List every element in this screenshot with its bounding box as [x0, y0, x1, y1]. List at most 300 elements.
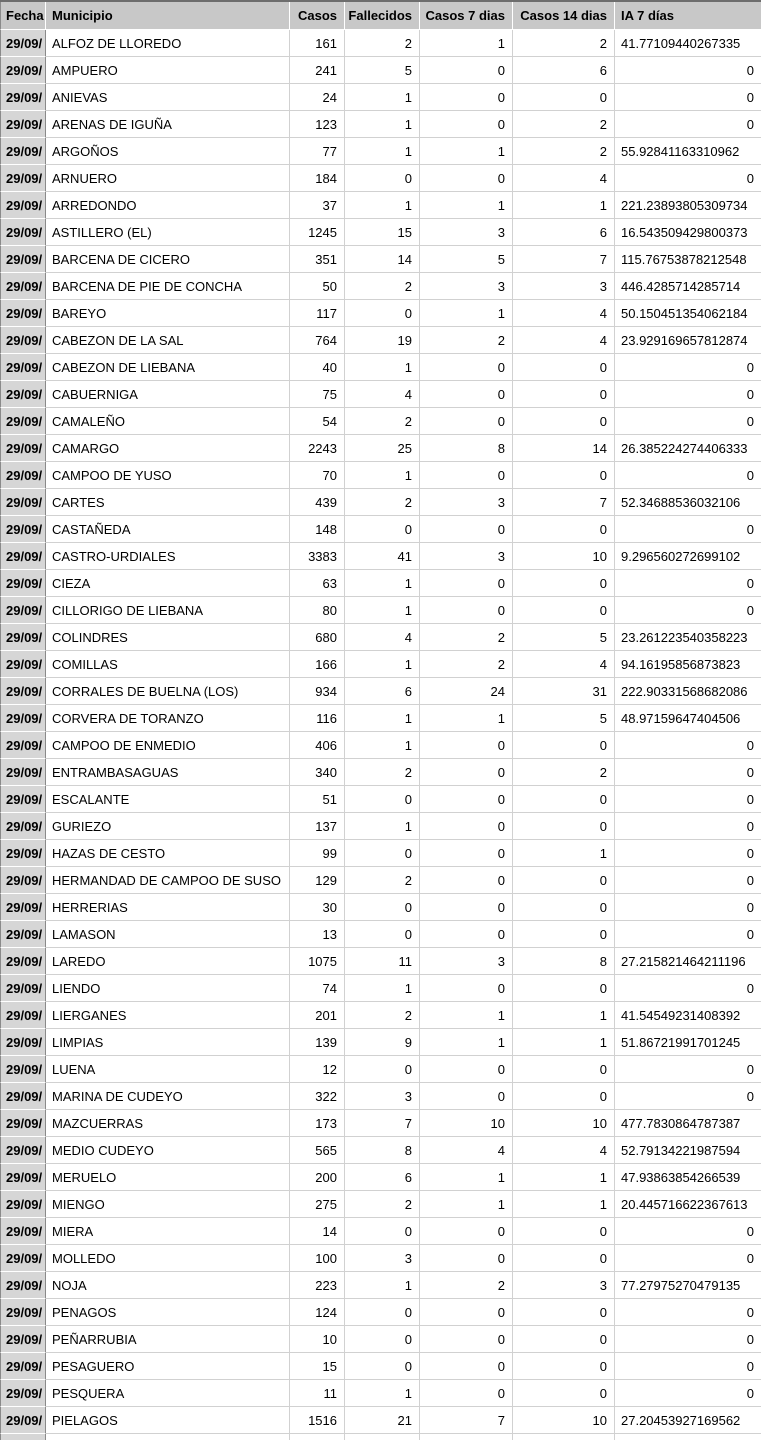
cell-casos7: 0: [420, 165, 513, 192]
cell-ia7: 47.93863854266539: [615, 1164, 761, 1191]
cell-casos: [290, 1434, 345, 1440]
cell-casos14: 2: [513, 759, 615, 786]
cell-ia7: 222.90331568682086: [615, 678, 761, 705]
cell-casos14: 5: [513, 705, 615, 732]
cell-casos: 77: [290, 138, 345, 165]
cell-fallecidos: 15: [345, 219, 420, 246]
cell-casos14: 0: [513, 786, 615, 813]
cell-fallecidos: 0: [345, 1218, 420, 1245]
cell-casos7: 0: [420, 111, 513, 138]
cell-fecha: [0, 1434, 46, 1440]
cell-casos7: 1: [420, 300, 513, 327]
cell-fecha: 29/09/: [0, 624, 46, 651]
cell-casos7: 0: [420, 381, 513, 408]
cell-casos7: 0: [420, 1380, 513, 1407]
cell-casos14: 1: [513, 192, 615, 219]
cell-municipio: CORVERA DE TORANZO: [46, 705, 290, 732]
cell-fecha: 29/09/: [0, 921, 46, 948]
cell-casos: 139: [290, 1029, 345, 1056]
cell-ia7: 0: [615, 1218, 761, 1245]
cell-casos7: 3: [420, 543, 513, 570]
cell-ia7: 0: [615, 786, 761, 813]
cell-ia7: 55.92841163310962: [615, 138, 761, 165]
cell-municipio: CAMPOO DE ENMEDIO: [46, 732, 290, 759]
cell-casos: 123: [290, 111, 345, 138]
cell-fecha: 29/09/: [0, 30, 46, 57]
cell-ia7: 0: [615, 84, 761, 111]
cell-casos: 129: [290, 867, 345, 894]
cell-fecha: 29/09/: [0, 597, 46, 624]
cell-fecha: 29/09/: [0, 1380, 46, 1407]
cell-casos7: 0: [420, 732, 513, 759]
column-header-municipio: Municipio: [46, 2, 290, 30]
cell-fecha: 29/09/: [0, 111, 46, 138]
column-header-casos14: Casos 14 dias: [513, 2, 615, 30]
cell-casos14: 0: [513, 408, 615, 435]
cell-casos: 764: [290, 327, 345, 354]
cell-ia7: 52.79134221987594: [615, 1137, 761, 1164]
cell-fecha: 29/09/: [0, 948, 46, 975]
cell-casos14: 2: [513, 30, 615, 57]
cell-casos14: 0: [513, 1326, 615, 1353]
cell-municipio: MIENGO: [46, 1191, 290, 1218]
cell-casos7: 0: [420, 840, 513, 867]
cell-fecha: 29/09/: [0, 1326, 46, 1353]
cell-fallecidos: 6: [345, 678, 420, 705]
cell-casos7: 1: [420, 1002, 513, 1029]
table-row: [0, 354, 761, 381]
cell-fecha: 29/09/: [0, 1164, 46, 1191]
header-row: [0, 2, 761, 30]
cell-municipio: AMPUERO: [46, 57, 290, 84]
cell-casos: 100: [290, 1245, 345, 1272]
cell-municipio: PENAGOS: [46, 1299, 290, 1326]
cell-fecha: 29/09/: [0, 975, 46, 1002]
cell-fallecidos: 2: [345, 30, 420, 57]
cell-casos14: 1: [513, 1029, 615, 1056]
cell-casos14: 0: [513, 516, 615, 543]
cell-fecha: 29/09/: [0, 813, 46, 840]
cell-ia7: 94.16195856873823: [615, 651, 761, 678]
cell-ia7: 0: [615, 462, 761, 489]
cell-fecha: 29/09/: [0, 435, 46, 462]
cell-casos7: 0: [420, 813, 513, 840]
table-row: [0, 516, 761, 543]
cell-fecha: 29/09/: [0, 354, 46, 381]
cell-municipio: PESAGUERO: [46, 1353, 290, 1380]
table-row: [0, 597, 761, 624]
cell-casos7: 0: [420, 921, 513, 948]
cell-casos14: 2: [513, 138, 615, 165]
cell-casos14: 0: [513, 894, 615, 921]
table-row: [0, 1029, 761, 1056]
cell-fallecidos: 19: [345, 327, 420, 354]
table-row: [0, 300, 761, 327]
cell-casos: 11: [290, 1380, 345, 1407]
cell-fecha: 29/09/: [0, 1245, 46, 1272]
cell-casos: 51: [290, 786, 345, 813]
cell-casos: 1245: [290, 219, 345, 246]
cell-casos7: 3: [420, 219, 513, 246]
table-row: [0, 921, 761, 948]
table-row: [0, 759, 761, 786]
table-row: [0, 1380, 761, 1407]
cell-casos: 13: [290, 921, 345, 948]
cell-ia7: 0: [615, 1380, 761, 1407]
cell-fallecidos: 1: [345, 1272, 420, 1299]
cell-fecha: 29/09/: [0, 651, 46, 678]
cell-municipio: ARENAS DE IGUÑA: [46, 111, 290, 138]
cell-fecha: 29/09/: [0, 732, 46, 759]
cell-fallecidos: 0: [345, 840, 420, 867]
table-row: [0, 1164, 761, 1191]
cell-fecha: 29/09/: [0, 894, 46, 921]
cell-casos7: 1: [420, 1164, 513, 1191]
cell-ia7: 23.929169657812874: [615, 327, 761, 354]
cell-ia7: 115.76753878212548: [615, 246, 761, 273]
cell-casos7: 0: [420, 1218, 513, 1245]
cell-fallecidos: 4: [345, 381, 420, 408]
cell-casos: 241: [290, 57, 345, 84]
cell-ia7: 0: [615, 975, 761, 1002]
cell-municipio: CIEZA: [46, 570, 290, 597]
cell-fallecidos: 3: [345, 1083, 420, 1110]
cell-casos7: 3: [420, 489, 513, 516]
cell-casos7: 8: [420, 435, 513, 462]
cell-casos7: 0: [420, 1299, 513, 1326]
cell-fecha: 29/09/: [0, 1299, 46, 1326]
cell-fallecidos: 2: [345, 759, 420, 786]
cell-casos14: 10: [513, 543, 615, 570]
table-row: [0, 1407, 761, 1434]
cell-ia7: 0: [615, 894, 761, 921]
cell-casos14: 4: [513, 165, 615, 192]
table-row: [0, 1137, 761, 1164]
cell-casos14: 0: [513, 354, 615, 381]
cell-casos14: 31: [513, 678, 615, 705]
table-row: [0, 408, 761, 435]
cell-fallecidos: 1: [345, 354, 420, 381]
cell-ia7: 0: [615, 570, 761, 597]
cell-fallecidos: 2: [345, 408, 420, 435]
cell-ia7: 0: [615, 759, 761, 786]
cell-casos: 680: [290, 624, 345, 651]
cell-casos14: 0: [513, 867, 615, 894]
table-row: [0, 786, 761, 813]
cell-municipio: MOLLEDO: [46, 1245, 290, 1272]
cell-casos: 565: [290, 1137, 345, 1164]
cell-casos7: 3: [420, 273, 513, 300]
cell-municipio: HERMANDAD DE CAMPOO DE SUSO: [46, 867, 290, 894]
cell-fallecidos: 0: [345, 894, 420, 921]
cell-casos7: 2: [420, 327, 513, 354]
cell-casos7: 0: [420, 570, 513, 597]
cell-casos7: 4: [420, 1137, 513, 1164]
cell-casos7: 0: [420, 975, 513, 1002]
cell-fecha: 29/09/: [0, 138, 46, 165]
cell-casos14: 2: [513, 111, 615, 138]
cell-ia7: 0: [615, 1245, 761, 1272]
cell-casos14: 0: [513, 975, 615, 1002]
table-row: [0, 651, 761, 678]
cell-fallecidos: 1: [345, 651, 420, 678]
cell-casos: 74: [290, 975, 345, 1002]
table-row: [0, 1056, 761, 1083]
table-row: [0, 1245, 761, 1272]
cell-municipio: ARREDONDO: [46, 192, 290, 219]
cell-fecha: 29/09/: [0, 1137, 46, 1164]
cell-casos7: 1: [420, 30, 513, 57]
cell-fecha: 29/09/: [0, 408, 46, 435]
cell-fallecidos: 1: [345, 570, 420, 597]
cell-casos: 70: [290, 462, 345, 489]
cell-casos: 54: [290, 408, 345, 435]
cell-fecha: 29/09/: [0, 1218, 46, 1245]
cell-municipio: ARNUERO: [46, 165, 290, 192]
cell-casos14: 0: [513, 1056, 615, 1083]
cell-municipio: ANIEVAS: [46, 84, 290, 111]
cell-casos14: 4: [513, 327, 615, 354]
cell-municipio: BARCENA DE PIE DE CONCHA: [46, 273, 290, 300]
cell-ia7: 9.296560272699102: [615, 543, 761, 570]
cell-casos: 15: [290, 1353, 345, 1380]
cell-municipio: ENTRAMBASAGUAS: [46, 759, 290, 786]
cell-fallecidos: 5: [345, 57, 420, 84]
cell-fallecidos: 4: [345, 624, 420, 651]
cell-fecha: 29/09/: [0, 1191, 46, 1218]
table-row: [0, 1002, 761, 1029]
table-row: [0, 624, 761, 651]
cell-ia7: 16.543509429800373: [615, 219, 761, 246]
table-row: [0, 246, 761, 273]
cell-fecha: 29/09/: [0, 57, 46, 84]
cell-fecha: 29/09/: [0, 489, 46, 516]
cell-fecha: 29/09/: [0, 327, 46, 354]
cell-fecha: 29/09/: [0, 570, 46, 597]
cell-fallecidos: 0: [345, 516, 420, 543]
cell-casos7: 0: [420, 57, 513, 84]
cell-fallecidos: 0: [345, 1299, 420, 1326]
cell-municipio: BAREYO: [46, 300, 290, 327]
cell-municipio: COLINDRES: [46, 624, 290, 651]
table-row: [0, 57, 761, 84]
cell-casos7: 1: [420, 1191, 513, 1218]
cell-casos14: 4: [513, 651, 615, 678]
cell-casos: 322: [290, 1083, 345, 1110]
table-row: [0, 165, 761, 192]
cell-fallecidos: 2: [345, 1002, 420, 1029]
cell-casos14: 0: [513, 1299, 615, 1326]
cell-ia7: 0: [615, 111, 761, 138]
cell-casos7: 3: [420, 948, 513, 975]
cell-casos7: 0: [420, 354, 513, 381]
table-row-partial: [0, 1434, 761, 1440]
table-row: [0, 111, 761, 138]
cell-casos14: 0: [513, 732, 615, 759]
cell-casos: 351: [290, 246, 345, 273]
cell-ia7: 77.27975270479135: [615, 1272, 761, 1299]
cell-casos7: 0: [420, 1056, 513, 1083]
cell-casos: 439: [290, 489, 345, 516]
cell-fecha: 29/09/: [0, 1083, 46, 1110]
cell-casos7: 0: [420, 1083, 513, 1110]
table-row: [0, 813, 761, 840]
cell-fallecidos: 1: [345, 813, 420, 840]
cell-casos: 201: [290, 1002, 345, 1029]
column-header-casos7: Casos 7 dias: [420, 2, 513, 30]
cell-municipio: CARTES: [46, 489, 290, 516]
cell-municipio: ESCALANTE: [46, 786, 290, 813]
table-row: [0, 1326, 761, 1353]
cell-fecha: 29/09/: [0, 165, 46, 192]
cell-municipio: LIERGANES: [46, 1002, 290, 1029]
cell-casos: 12: [290, 1056, 345, 1083]
cell-fallecidos: 1: [345, 111, 420, 138]
cell-casos14: 3: [513, 1272, 615, 1299]
cell-fallecidos: 1: [345, 462, 420, 489]
cell-fallecidos: 25: [345, 435, 420, 462]
cell-casos7: [420, 1434, 513, 1440]
cell-fallecidos: 1: [345, 138, 420, 165]
cell-municipio: MERUELO: [46, 1164, 290, 1191]
cell-municipio: LUENA: [46, 1056, 290, 1083]
cell-casos: 50: [290, 273, 345, 300]
cell-casos: 3383: [290, 543, 345, 570]
cell-fallecidos: 9: [345, 1029, 420, 1056]
table-row: [0, 435, 761, 462]
cell-ia7: 0: [615, 921, 761, 948]
cell-municipio: CAMALEÑO: [46, 408, 290, 435]
cell-municipio: HAZAS DE CESTO: [46, 840, 290, 867]
cell-municipio: CABUERNIGA: [46, 381, 290, 408]
cell-municipio: PEÑARRUBIA: [46, 1326, 290, 1353]
cell-fecha: 29/09/: [0, 1056, 46, 1083]
cell-ia7: 27.215821464211196: [615, 948, 761, 975]
table-row: [0, 678, 761, 705]
cell-fallecidos: 0: [345, 1056, 420, 1083]
cell-fallecidos: 1: [345, 732, 420, 759]
table-row: [0, 327, 761, 354]
cell-casos: 124: [290, 1299, 345, 1326]
cell-casos14: 10: [513, 1407, 615, 1434]
cell-casos14: 0: [513, 381, 615, 408]
cell-casos7: 0: [420, 1245, 513, 1272]
cell-ia7: 0: [615, 597, 761, 624]
cell-fallecidos: 41: [345, 543, 420, 570]
cell-ia7: 20.445716622367613: [615, 1191, 761, 1218]
cell-ia7: 41.77109440267335: [615, 30, 761, 57]
cell-municipio: LAMASON: [46, 921, 290, 948]
cell-ia7: 446.4285714285714: [615, 273, 761, 300]
cell-fallecidos: 2: [345, 489, 420, 516]
cell-casos14: 0: [513, 921, 615, 948]
cell-ia7: 477.7830864787387: [615, 1110, 761, 1137]
table-row: [0, 1191, 761, 1218]
cell-casos7: 1: [420, 138, 513, 165]
table-row: [0, 1299, 761, 1326]
cell-municipio: CAMPOO DE YUSO: [46, 462, 290, 489]
cell-fallecidos: 1: [345, 192, 420, 219]
table-row: [0, 1353, 761, 1380]
cell-fecha: 29/09/: [0, 300, 46, 327]
cell-municipio: LIMPIAS: [46, 1029, 290, 1056]
cell-casos14: 6: [513, 57, 615, 84]
cell-municipio: MAZCUERRAS: [46, 1110, 290, 1137]
cell-fecha: 29/09/: [0, 1002, 46, 1029]
cell-ia7: 221.23893805309734: [615, 192, 761, 219]
cell-fallecidos: 2: [345, 867, 420, 894]
table-row: [0, 462, 761, 489]
cell-fallecidos: 11: [345, 948, 420, 975]
table-row: [0, 1110, 761, 1137]
cell-casos: 14: [290, 1218, 345, 1245]
cell-ia7: 0: [615, 867, 761, 894]
cell-municipio: CILLORIGO DE LIEBANA: [46, 597, 290, 624]
cell-casos14: 7: [513, 489, 615, 516]
cell-casos: 223: [290, 1272, 345, 1299]
cell-ia7: 0: [615, 1056, 761, 1083]
cell-casos: 340: [290, 759, 345, 786]
column-header-fallecidos: Fallecidos: [345, 2, 420, 30]
cell-casos14: 1: [513, 1002, 615, 1029]
cell-fallecidos: 0: [345, 921, 420, 948]
cell-casos7: 0: [420, 786, 513, 813]
cell-fallecidos: 8: [345, 1137, 420, 1164]
cell-fallecidos: 0: [345, 165, 420, 192]
cell-fallecidos: 1: [345, 84, 420, 111]
cell-casos: 1075: [290, 948, 345, 975]
cell-casos7: 0: [420, 867, 513, 894]
cell-casos: 200: [290, 1164, 345, 1191]
cell-municipio: CAMARGO: [46, 435, 290, 462]
cell-fallecidos: 0: [345, 300, 420, 327]
cell-casos7: 1: [420, 705, 513, 732]
cell-casos7: 2: [420, 651, 513, 678]
cell-fecha: 29/09/: [0, 84, 46, 111]
cell-casos7: 0: [420, 462, 513, 489]
cell-municipio: CASTRO-URDIALES: [46, 543, 290, 570]
cell-casos: 2243: [290, 435, 345, 462]
column-header-ia7: IA 7 días: [615, 2, 761, 30]
cell-casos: 184: [290, 165, 345, 192]
cell-fecha: 29/09/: [0, 1353, 46, 1380]
cell-fecha: 29/09/: [0, 705, 46, 732]
table-header: [0, 2, 761, 30]
cell-ia7: 0: [615, 840, 761, 867]
cell-casos: 99: [290, 840, 345, 867]
cell-municipio: GURIEZO: [46, 813, 290, 840]
cell-municipio: ALFOZ DE LLOREDO: [46, 30, 290, 57]
cell-fallecidos: 2: [345, 273, 420, 300]
cell-ia7: 48.97159647404506: [615, 705, 761, 732]
cell-casos: 63: [290, 570, 345, 597]
cell-casos14: 0: [513, 1083, 615, 1110]
cell-casos7: 0: [420, 84, 513, 111]
table-row: [0, 381, 761, 408]
cell-ia7: 0: [615, 57, 761, 84]
cell-municipio: MIERA: [46, 1218, 290, 1245]
cell-ia7: 0: [615, 516, 761, 543]
cell-fecha: 29/09/: [0, 678, 46, 705]
cell-fallecidos: 0: [345, 1353, 420, 1380]
cell-casos14: [513, 1434, 615, 1440]
cell-fallecidos: 1: [345, 597, 420, 624]
table-row: [0, 948, 761, 975]
cell-ia7: 0: [615, 813, 761, 840]
cell-casos: 161: [290, 30, 345, 57]
cell-fallecidos: 1: [345, 705, 420, 732]
cell-ia7: 0: [615, 1299, 761, 1326]
